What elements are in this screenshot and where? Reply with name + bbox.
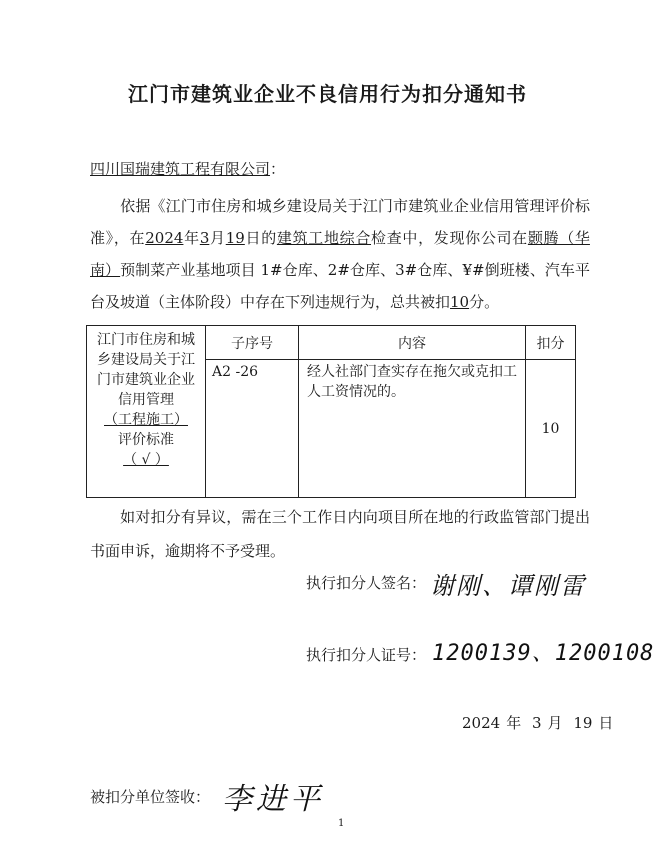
inspection-month: 3 (199, 229, 210, 247)
row-score: 10 (526, 360, 576, 498)
handwritten-signature: 谢刚、谭刚雷 (430, 572, 586, 600)
signature-label: 执行扣分人签名： (306, 574, 427, 592)
date-day-unit: 日 (598, 714, 614, 732)
deduction-table (86, 325, 576, 498)
handwritten-receiver: 李进平 (222, 782, 324, 817)
total-points: 10 (450, 293, 470, 311)
inspection-year: 2024 (145, 229, 184, 247)
inspection-day: 19 (225, 229, 245, 247)
date-day: 19 (573, 714, 593, 732)
header-content: 内容 (299, 326, 526, 360)
document-title: 江门市建筑业企业不良信用行为扣分通知书 (128, 82, 527, 106)
standard-suffix: 评价标准 (118, 432, 174, 448)
para-text-b: 年 (183, 229, 200, 247)
standard-line: 门市建筑业企业 (97, 372, 195, 388)
recipient-suffix: ： (270, 160, 286, 178)
objection-notice (90, 500, 590, 568)
inspection-type: 建筑工地综合 (276, 229, 372, 247)
row-seq: A2 -26 (206, 360, 299, 498)
objection-text: 如对扣分有异议，需在三个工作日内向项目所在地的行政监管部门提出书面申诉，逾期将不予受理。 (90, 508, 590, 560)
received-label: 被扣分单位签收： (90, 788, 211, 806)
para-text-c: 月 (209, 229, 226, 247)
row-content: 经人社部门查实存在拖欠或克扣工人工资情况的。 (299, 360, 526, 498)
date-year: 2024 (462, 714, 501, 732)
date-month: 3 (531, 714, 542, 732)
id-label: 执行扣分人证号： (306, 646, 427, 664)
recipient-line (90, 158, 285, 179)
standard-category: （工程施工） (104, 412, 188, 428)
standard-cell (87, 326, 206, 498)
header-score: 扣分 (526, 326, 576, 360)
standard-line: 江门市住房和城 (97, 332, 195, 348)
date-month-unit: 月 (547, 714, 563, 732)
issue-date (462, 712, 619, 733)
standard-line: 信用管理 (118, 392, 174, 408)
para-text-g: 分。 (469, 293, 500, 311)
standard-check: （ √ ） (123, 452, 169, 468)
handwritten-id: 1200139、1200108 (432, 641, 655, 666)
para-text-e: 检查中，发现你公司在 (371, 229, 528, 247)
page-number: 1 (338, 818, 345, 829)
para-text-d: 日的 (244, 229, 277, 247)
violation-paragraph (90, 190, 590, 318)
para-text-f: 预制菜产业基地项目 1#仓库、2#仓库、3#仓库、¥#倒班楼、汽车平台及坡道（主体阶段）中存在下列违规行为，总共被扣 (90, 261, 590, 311)
header-seq: 子序号 (206, 326, 299, 360)
para-text-a: 依据《江门市住房和城乡建设局关于江门市建筑业企业信用管理评价标准》，在 (90, 197, 590, 247)
project-name: 颢腾（华南） (90, 229, 590, 279)
date-year-unit: 年 (506, 714, 522, 732)
recipient-name: 四川国瑞建筑工程有限公司 (90, 160, 271, 178)
standard-line: 乡建设局关于江 (97, 352, 195, 368)
